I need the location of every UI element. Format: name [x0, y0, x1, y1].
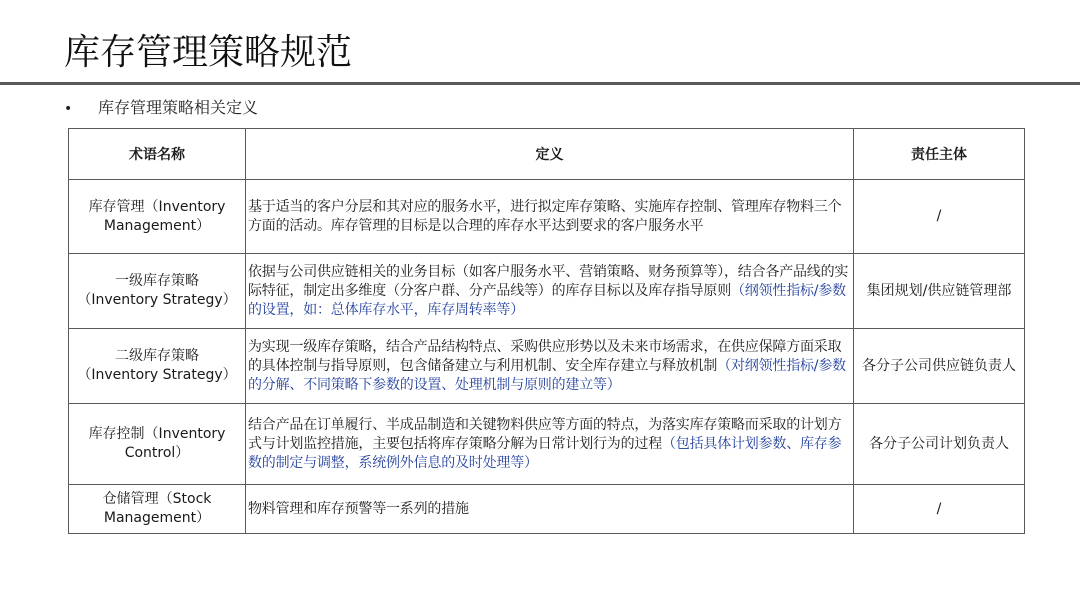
term-name-en: Management） [103, 217, 211, 234]
header-definition: 定义 [246, 129, 854, 180]
table-header-row [69, 129, 1025, 180]
term-name-en: Management） [103, 510, 211, 526]
definition-cell [246, 254, 854, 329]
owner-cell: / [854, 485, 1025, 534]
definition-text: 物料管理和库存预警等一系列的措施 [248, 500, 469, 517]
definitions-table [68, 128, 1025, 534]
term-name-en: （Inventory Strategy） [77, 292, 237, 308]
term-cell [69, 329, 246, 404]
term-cell [69, 485, 246, 534]
definition-cell [246, 329, 854, 404]
definition-note: （对纲领性指标/参数的分解、不同策略下参数的设置、处理机制与原则的建立等） [248, 357, 846, 393]
section-heading-text: 库存管理策略相关定义 [98, 98, 259, 117]
title-divider [0, 82, 1080, 85]
definition-cell [246, 180, 854, 254]
term-cell [69, 180, 246, 254]
definition-cell [246, 404, 854, 485]
definition-cell [246, 485, 854, 534]
term-name: 库存控制（Inventory [88, 426, 226, 442]
definition-text: 为实现一级库存策略，结合产品结构特点、采购供应形势以及未来市场需求，在供应保障方面采取的具体控制与指导原则，包含储备建立与利用机制、安全库存建立与释放机制 [248, 338, 842, 374]
table-row [69, 485, 1025, 534]
table-row [69, 254, 1025, 329]
page-title: 库存管理策略规范 [64, 32, 353, 73]
term-name: 仓储管理（Stock [102, 491, 212, 507]
definition-note: （包括具体计划参数、库存参数的制定与调整，系统例外信息的及时处理等） [248, 435, 842, 471]
term-cell [69, 254, 246, 329]
header-owner: 责任主体 [854, 129, 1025, 180]
owner-cell: / [854, 180, 1025, 254]
term-name-en: （Inventory Strategy） [77, 367, 237, 383]
definition-note: （纲领性指标/参数的设置，如：总体库存水平，库存周转率等） [248, 282, 846, 318]
term-name: 库存管理（Inventory [88, 198, 226, 215]
term-cell [69, 404, 246, 485]
definition-text: 基于适当的客户分层和其对应的服务水平，进行拟定库存策略、实施库存控制、管理库存物料三个方面的活动。库存管理的目标是以合理的库存水平达到要求的客户服务水平 [248, 198, 842, 234]
owner-cell: 各分子公司供应链负责人 [854, 329, 1025, 404]
table-row [69, 329, 1025, 404]
term-name: 二级库存策略 [115, 348, 199, 364]
owner-cell: 各分子公司计划负责人 [854, 404, 1025, 485]
section-heading [64, 96, 258, 121]
owner-cell: 集团规划/供应链管理部 [854, 254, 1025, 329]
definition-text: 依据与公司供应链相关的业务目标（如客户服务水平、营销策略、财务预算等），结合各产品线的实际特征，制定出多维度（分客户群、分产品线等）的库存目标以及库存指导原则 [248, 263, 849, 299]
definition-text: 结合产品在订单履行、半成品制造和关键物料供应等方面的特点，为落实库存策略而采取的计划方式与计划监控措施，主要包括将库存策略分解为日常计划行为的过程 [248, 416, 842, 452]
term-name: 一级库存策略 [115, 273, 199, 289]
term-name-en: Control） [124, 445, 190, 461]
header-term: 术语名称 [69, 129, 246, 180]
bullet-icon: • [64, 101, 73, 117]
table-row [69, 404, 1025, 485]
table-row [69, 180, 1025, 254]
